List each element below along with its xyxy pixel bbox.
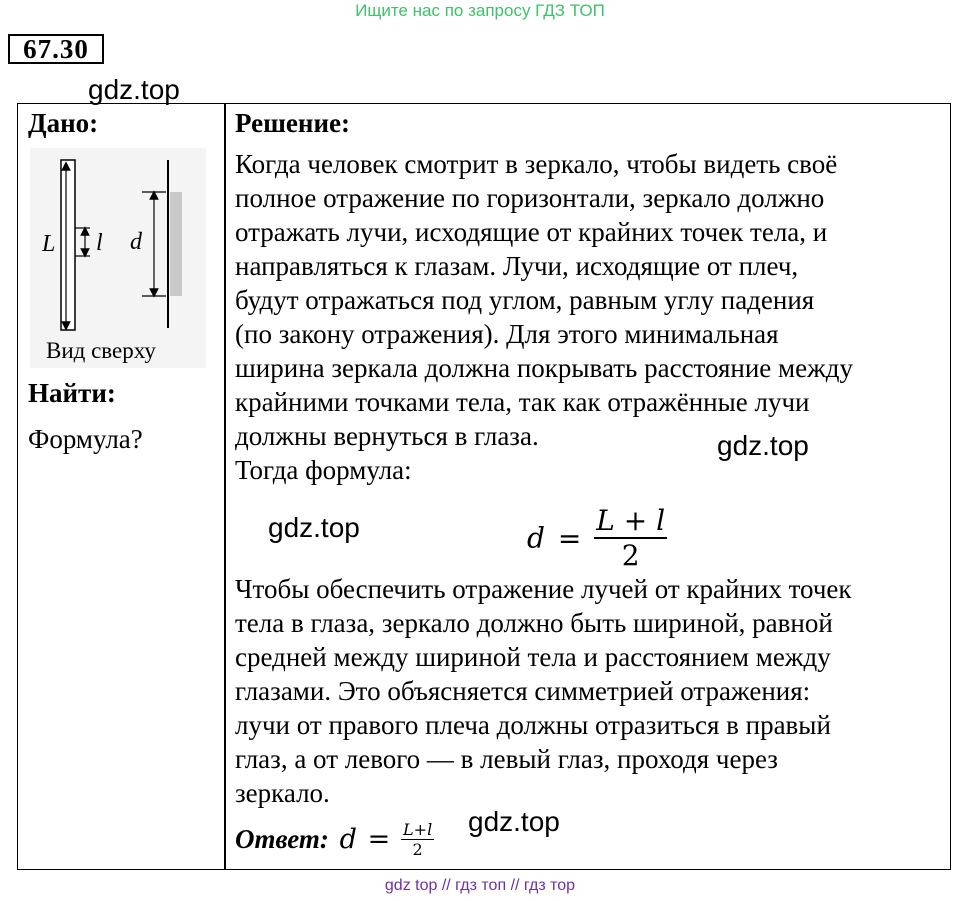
watermark: gdz.top: [88, 74, 180, 105]
search-banner: Ищите нас по запросу ГДЗ ТОП: [355, 1, 605, 20]
text-line: будут отражаться под углом, равным углу падения: [235, 285, 815, 315]
text-line: должны вернуться в глаза.: [235, 421, 539, 451]
text-line: отражать лучи, исходящие от крайних точек тела, и: [235, 217, 828, 247]
answer-line: [235, 820, 434, 859]
formula-equals: =: [557, 521, 582, 555]
L-label: L: [42, 231, 56, 257]
given-heading: Дано:: [28, 108, 99, 138]
answer-label: Ответ:: [235, 824, 329, 854]
formula-intro: Тогда формула:: [235, 455, 412, 485]
top-view-figure: [30, 148, 206, 368]
watermark: gdz.top: [268, 512, 360, 543]
formula-fraction: [594, 504, 667, 572]
solution-paragraph-2: [235, 572, 852, 810]
watermark: gdz.top: [468, 806, 560, 837]
answer-fraction: [401, 820, 434, 859]
mirror-diagram: [30, 148, 206, 368]
d-label: d: [130, 229, 142, 255]
text-line: Когда человек смотрит в зеркало, чтобы видеть своё: [235, 149, 838, 179]
column-divider: [224, 103, 226, 870]
figure-caption: Вид сверху: [46, 338, 156, 363]
answer-equals: =: [367, 824, 391, 855]
text-line: Чтобы обеспечить отражение лучей от крайних точек: [235, 574, 852, 604]
text-line: направляться к глазам. Лучи, исходящие от плеч,: [235, 251, 799, 281]
text-line: тела в глаза, зеркало должно быть шириной, равной: [235, 608, 833, 638]
answer-numerator: L+l: [403, 820, 433, 839]
formula-denominator: 2: [594, 537, 667, 572]
text-line: зеркало.: [235, 778, 330, 808]
footer-links: gdz top // гдз топ // гдз тор: [384, 877, 576, 894]
find-text: Формула?: [28, 424, 143, 454]
text-line: ширина зеркала должна покрывать расстояние между: [235, 353, 853, 383]
text-line: средней между шириной тела и расстоянием между: [235, 642, 831, 672]
formula-lhs: d: [527, 521, 545, 555]
text-line: глазами. Это объясняется симметрией отражения:: [235, 676, 811, 706]
watermark: gdz.top: [717, 430, 809, 461]
formula-numerator: L + l: [596, 504, 666, 537]
answer-lhs: d: [339, 824, 357, 855]
text-line: лучи от правого плеча должны отразиться в правый: [235, 710, 831, 740]
text-line: глаз, а от левого — в левый глаз, проходя через: [235, 744, 778, 774]
task-number: 67.30: [8, 34, 104, 64]
text-line: полное отражение по горизонтали, зеркало должно: [235, 183, 825, 213]
text-line: крайними точками тела, так как отражённые лучи: [235, 387, 810, 417]
answer-denominator: 2: [401, 839, 434, 859]
find-heading: Найти:: [28, 378, 116, 408]
l-label: l: [96, 230, 103, 256]
text-line: (по закону отражения). Для этого минимальная: [235, 319, 779, 349]
body-rect: [61, 160, 75, 330]
mirror-shading: [170, 192, 182, 296]
main-formula: [527, 504, 667, 572]
solution-heading: Решение:: [235, 108, 350, 138]
